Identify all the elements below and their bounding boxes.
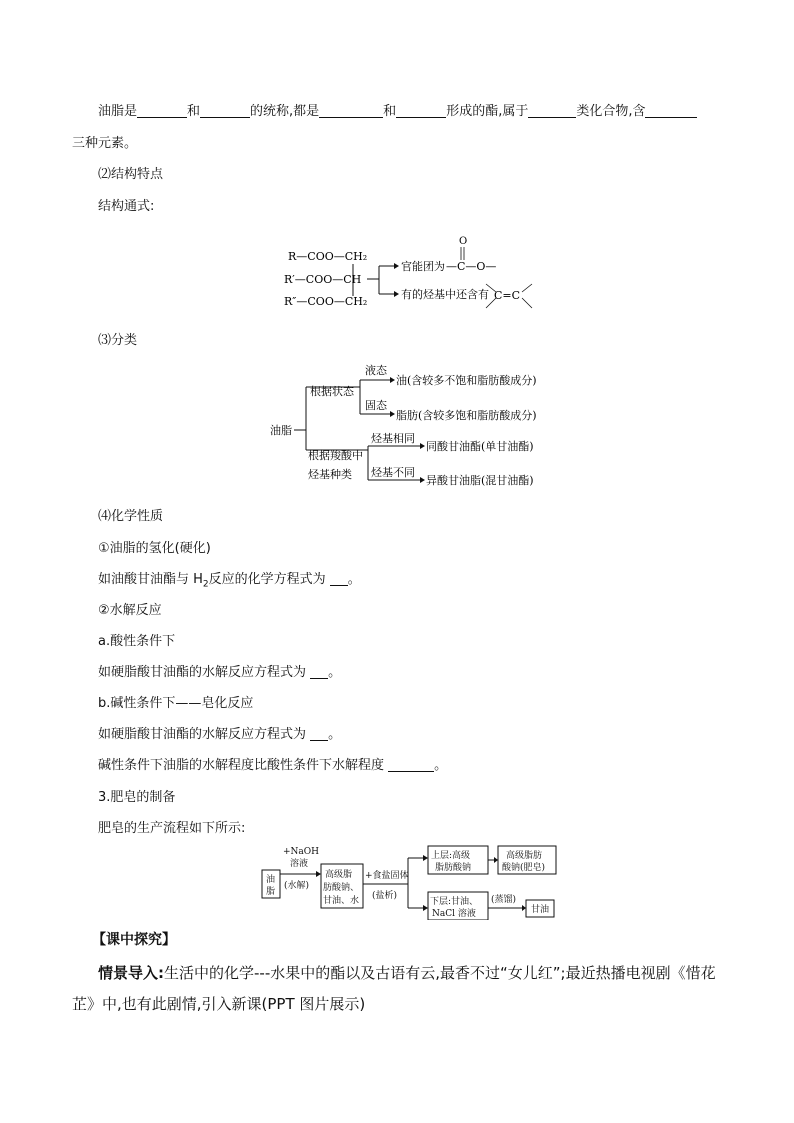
state-arrow-2-head (390, 411, 395, 417)
lead-line-2: 芷》中,也有此剧情,引入新课(PPT 图片展示) (72, 995, 366, 1013)
ester-chain: —C—O— (446, 260, 497, 273)
naoh-label: +NaOH (283, 847, 320, 857)
alkene-bond-lr (522, 298, 532, 308)
intro-line-2: 三种元素。 (72, 136, 138, 151)
split-bottom-arrow-head (423, 905, 428, 911)
hydrogenation-eq-text-a: 如油酸甘油酯与 H (98, 572, 203, 587)
blank-1[interactable] (137, 103, 187, 118)
liquid-label: 液态 (365, 364, 387, 377)
branch-bottom-label: 有的烃基中还含有 (401, 288, 489, 301)
alkene-label: C=C (494, 289, 521, 302)
basic-blank[interactable] (310, 726, 328, 741)
different-label: 烃基不同 (371, 466, 415, 479)
ester-oxygen: O (459, 236, 468, 247)
classification-heading: ⑶分类 (98, 333, 138, 348)
classification-diagram (268, 362, 568, 498)
lead-line-1 (98, 963, 716, 983)
by-state-label: 根据状态 (310, 385, 354, 398)
lower-layer-text-1: 下层:甘油、 (430, 897, 479, 907)
formula-row-3: R″—COO—CH₂ (284, 295, 368, 308)
inclass-heading: 【课中探究】 (92, 932, 176, 948)
state-arrow-1-head (390, 377, 395, 383)
intro-text-4: 和 (383, 104, 397, 119)
acid-arrow-1-head (420, 443, 425, 449)
intro-text-3: 的统称,都是 (250, 104, 320, 119)
soap-heading: 3.肥皂的制备 (98, 790, 176, 805)
branch-top-label: 官能团为 (401, 260, 445, 273)
hydrogenation-equation (98, 571, 361, 594)
class-root: 油脂 (270, 424, 292, 437)
oil-label: 油(含较多不饱和脂肪酸成分) (396, 374, 537, 387)
by-acid-label-1: 根据羧酸中 (308, 449, 363, 462)
distill-label: (蒸馏) (491, 895, 517, 905)
intro-text-6: 类化合物,含 (576, 104, 646, 119)
chemistry-heading: ⑷化学性质 (98, 509, 164, 524)
soap-description: 肥皂的生产流程如下所示: (98, 821, 246, 836)
blank-4[interactable] (396, 103, 446, 118)
oil-box-text-2: 脂 (266, 887, 276, 897)
structure-diagram (284, 232, 544, 316)
blank-5[interactable] (528, 103, 576, 118)
solid-label: 固态 (365, 399, 387, 412)
acidic-title: a.酸性条件下 (98, 634, 176, 649)
compare-end: 。 (434, 758, 448, 773)
intro-text-5: 形成的酯,属于 (446, 104, 529, 119)
acidic-eq-text: 如硬脂酸甘油酯的水解反应方程式为 (98, 665, 311, 680)
soap-flow-diagram (260, 844, 560, 920)
basic-eq-end: 。 (328, 727, 342, 742)
basic-eq-text: 如硬脂酸甘油酯的水解反应方程式为 (98, 727, 311, 742)
hydrolysis-title: ②水解反应 (98, 603, 162, 618)
hydrogenation-blank[interactable] (330, 571, 348, 586)
upper-layer-text-1: 上层:高级 (431, 851, 471, 861)
lead-text-1: 生活中的化学---水果中的酯以及古语有云,最香不过“女儿红”;最近热播电视剧《惜花 (164, 964, 716, 982)
acid-arrow-2-head (420, 477, 425, 483)
oil-box-text-1: 油 (266, 875, 276, 885)
arrow-top-head (394, 263, 399, 269)
basic-equation (98, 726, 341, 744)
same-label: 烃基相同 (371, 432, 415, 445)
hydrolysis-step-label: (水解) (284, 881, 310, 891)
general-formula-label: 结构通式: (98, 199, 155, 214)
compare-blank[interactable] (388, 757, 434, 772)
salt-label: +食盐固体 (365, 871, 409, 881)
intro-text-1: 油脂是 (98, 104, 138, 119)
formula-row-2: R′—COO—CH (284, 273, 362, 286)
naoh-arrow-head (316, 871, 321, 877)
distill-arrow-head (522, 905, 526, 911)
blank-3[interactable] (319, 103, 383, 118)
simple-label: 同酸甘油酯(单甘油酯) (426, 440, 534, 453)
split-top-arrow-head (423, 855, 428, 861)
mixed-label: 异酸甘油脂(混甘油酯) (426, 474, 534, 487)
basic-title: b.碱性条件下——皂化反应 (98, 696, 254, 711)
intro-text-2: 和 (187, 104, 201, 119)
mixture-text-3: 甘油、水 (323, 896, 360, 906)
lead-label: 情景导入: (98, 964, 164, 982)
fat-label: 脂肪(含较多饱和脂肪酸成分) (396, 409, 537, 422)
hydrogenation-title: ①油脂的氢化(硬化) (98, 541, 211, 556)
upper-layer-text-2: 脂肪酸钠 (435, 863, 472, 873)
blank-2[interactable] (200, 103, 250, 118)
arrow-bottom-head (394, 291, 399, 297)
blank-6[interactable] (645, 103, 697, 118)
soap-box-text-2: 酸钠(肥皂) (502, 863, 546, 873)
lower-layer-text-2: NaCl 溶液 (432, 909, 476, 919)
compare-line (98, 757, 447, 775)
hydrogenation-eq-sub: 2 (202, 579, 209, 590)
structure-heading: ⑵结构特点 (98, 167, 164, 182)
upper-to-soap-arrow-head (494, 857, 498, 863)
formula-row-1: R—COO—CH₂ (288, 250, 368, 263)
acidic-blank[interactable] (310, 664, 328, 679)
compare-text: 碱性条件下油脂的水解程度比酸性条件下水解程度 (98, 758, 389, 773)
soap-box-text-1: 高级脂肪 (506, 851, 543, 861)
glycerol-text: 甘油 (531, 905, 550, 915)
intro-line-1 (98, 103, 697, 121)
hydrogenation-eq-text-b: 反应的化学方程式为 (208, 572, 330, 587)
mixture-text-2: 肪酸钠、 (323, 883, 360, 893)
acidic-equation (98, 664, 341, 682)
alkene-bond-ur (522, 284, 532, 292)
naoh-solution-label: 溶液 (290, 859, 309, 869)
acidic-eq-end: 。 (328, 665, 342, 680)
hydrogenation-eq-end: 。 (347, 572, 361, 587)
salting-label: (盐析) (372, 891, 398, 901)
mixture-text-1: 高级脂 (325, 870, 353, 880)
by-acid-label-2: 烃基种类 (308, 468, 352, 481)
